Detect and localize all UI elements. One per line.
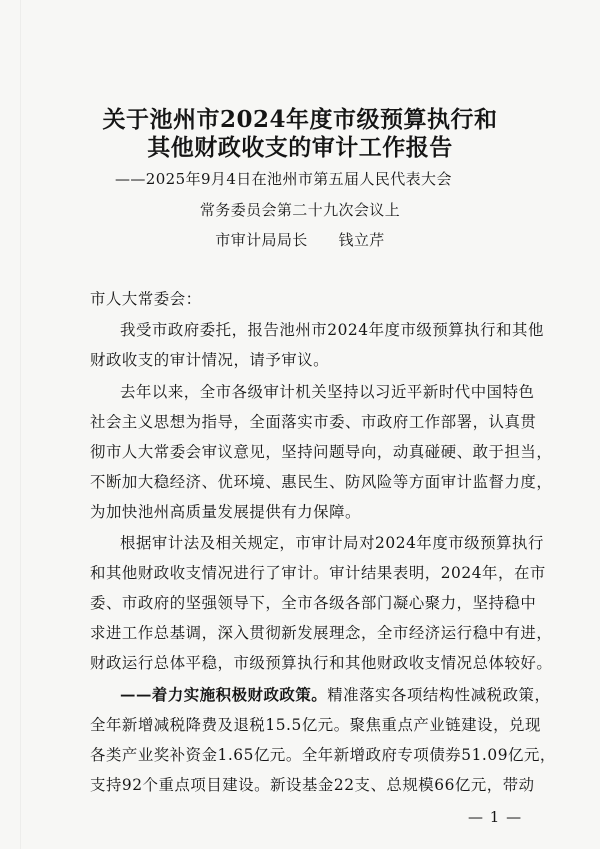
paragraph-3-line-3: 委、市政府的坚强领导下，全市各级各部门凝心聚力，坚持稳中 [90, 594, 537, 612]
paragraph-3-line-1: 根据审计法及相关规定，市审计局对2024年度市级预算执行 [120, 534, 544, 552]
page-number: — 1 — [468, 808, 523, 826]
section-line-1 [120, 686, 551, 704]
paragraph-3-line-4: 求进工作总基调，深入贯彻新发展理念，全市经济运行稳中有进， [90, 624, 553, 642]
section-line-2: 全年新增减税降费及退税15.5亿元。聚焦重点产业链建设，兑现 [90, 716, 541, 734]
paragraph-1-line-2: 财政收支的审计情况，请予审议。 [90, 351, 330, 369]
report-title-line-2: 其他财政收支的审计工作报告 [147, 134, 453, 161]
section-heading: ——着力实施积极财政政策。 [120, 686, 328, 704]
salutation: 市人大常委会： [90, 290, 202, 308]
paragraph-2-line-1: 去年以来，全市各级审计机关坚持以习近平新时代中国特色 [120, 383, 535, 401]
section-line-3: 各类产业奖补资金1.65亿元。全年新增政府专项债券51.09亿元， [90, 746, 556, 764]
section-text-first: 精准落实各项结构性减税政策， [327, 686, 551, 704]
report-subtitle-line-2: 常务委员会第二十九次会议上 [199, 201, 401, 219]
paragraph-3-line-5: 财政运行总体平稳，市级预算执行和其他财政收支情况总体较好。 [90, 654, 553, 672]
page-edge-shadow [20, 0, 21, 849]
paragraph-2-line-5: 为加快池州高质量发展提供有力保障。 [90, 503, 361, 521]
paragraph-2-line-4: 不断加大稳经济、优环境、惠民生、防风险等方面审计监督力度， [90, 473, 553, 491]
paragraph-1-line-1: 我受市政府委托，报告池州市2024年度市级预算执行和其他 [120, 321, 544, 339]
speaker-line: 市审计局局长 钱立芹 [215, 231, 385, 249]
report-subtitle-line-1: ——2025年9月4日在池州市第五届人民代表大会 [115, 170, 452, 188]
report-title-line-1: 关于池州市2024年度市级预算执行和 [102, 106, 498, 133]
paragraph-3-line-2: 和其他财政收支情况进行了审计。审计结果表明，2024年，在市 [90, 564, 546, 582]
section-line-4: 支持92个重点项目建设。新设基金22支、总规模66亿元，带动 [90, 776, 535, 794]
paragraph-2-line-3: 彻市人大常委会审议意见，坚持问题导向，动真碰硬、敢于担当， [90, 443, 553, 461]
paragraph-2-line-2: 社会主义思想为指导，全面落实市委、市政府工作部署，认真贯 [90, 413, 537, 431]
